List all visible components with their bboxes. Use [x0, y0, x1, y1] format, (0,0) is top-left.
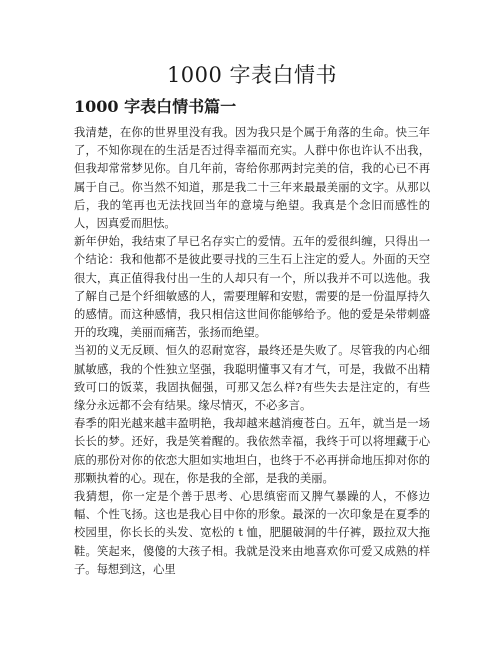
paragraph: 我猜想，你一定是个善于思考、心思缜密而又脾气暴躁的人，不修边幅、个性飞扬。这也是我心目中你的形象。最深的一次印象是在夏季的校园里，你长长的头发、宽松的 t 恤，肥腿破洞的牛仔裤，趿拉双大拖鞋。笑起来，傻傻的大孩子相。我就是没来由地喜欢你可爱又成熟的样子。每想到这，心里: [74, 490, 430, 576]
body-text: [74, 124, 430, 579]
paragraph: 我清楚，在你的世界里没有我。因为我只是个属于角落的生命。快三年了，不知你现在的生活是否过得幸福而充实。人群中你也许认不出我，但我却常常梦见你。自几年前，寄给你那两封完美的信，我的心已不再属于自己。你当然不知道，那是我二十三年来最最美丽的文字。从那以后，我的笔再也无法找回当年的意境与绝望。我真是个念旧而感性的人，因真爱而胆怯。: [74, 126, 430, 231]
section-heading: 1000 字表白情书篇一: [74, 97, 237, 116]
paragraph: 春季的阳光越来越丰盈明艳，我却越来越消瘦苍白。五年，就当是一场长长的梦。还好，我是笑着醒的。我依然幸福，我终于可以将埋藏于心底的那份对你的依恋大胆如实地坦白，也终于不必再拼命地压抑对你的那颗执着的心。现在，你是我的全部，是我的美丽。: [74, 417, 430, 485]
paragraph: 当初的义无反顾、恒久的忍耐宽容，最终还是失败了。尽管我的内心细腻敏感，我的个性独立坚强，我聪明懂事又有才气，可是，我做不出精致可口的饭菜，我固执倔强，可那又怎么样?有些失去是注定的，有些缘分永远都不会有结果。缘尽情灭，不必多言。: [74, 344, 430, 413]
document-title: 1000 字表白情书: [166, 63, 338, 87]
paragraph: 新年伊始，我结束了早已名存实亡的爱情。五年的爱很纠缠，只得出一个结论：我和他都不是彼此要寻找的三生石上注定的爱人。外面的天空很大，真正值得我付出一生的人却只有一个，所以我并不可以选他。我了解自己是个纤细敏感的人，需要理解和安慰，需要的是一份温厚持久的感情。而这种感情，我只相信这世间你能够给予。他的爱是朵带刺盛开的玫瑰，美丽而痛苦，张扬而绝望。: [74, 235, 430, 340]
